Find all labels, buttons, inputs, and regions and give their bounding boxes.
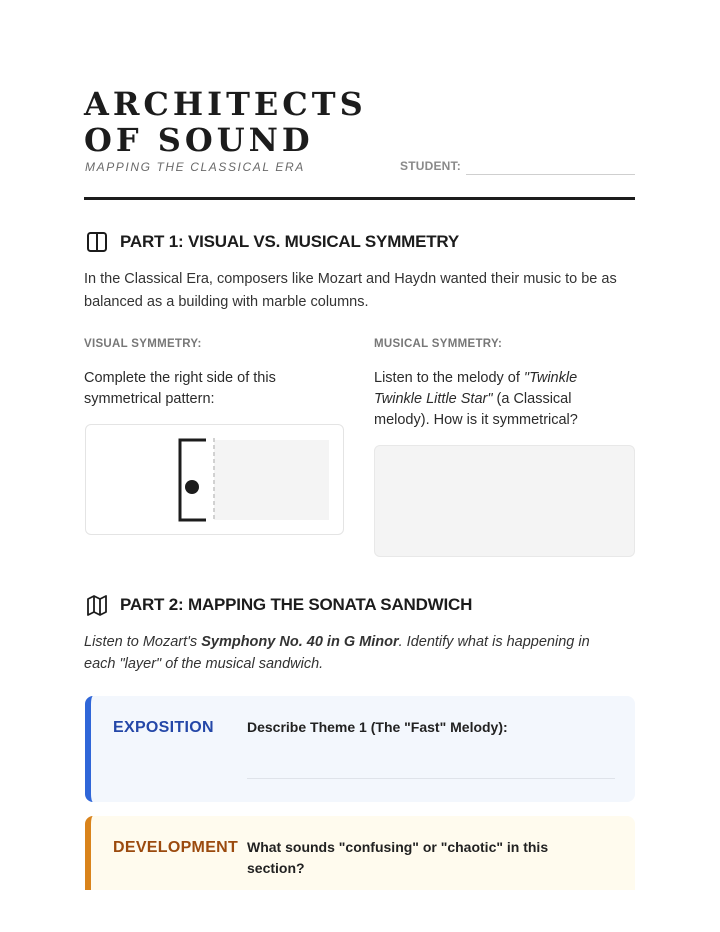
student-name-field[interactable] bbox=[466, 174, 635, 175]
symmetry-pattern-shape bbox=[170, 436, 222, 524]
development-label: DEVELOPMENT bbox=[113, 839, 239, 856]
part2-intro-tail: . Identify what is happening in each "layer" of the musical sandwich. bbox=[84, 634, 590, 672]
book-columns-icon bbox=[86, 231, 108, 253]
visual-symmetry-label: VISUAL SYMMETRY: bbox=[84, 338, 202, 350]
musical-symmetry-answer-box[interactable] bbox=[374, 445, 635, 557]
exposition-question: Describe Theme 1 (The "Fast" Melody): bbox=[247, 719, 508, 735]
student-label: STUDENT: bbox=[400, 159, 461, 173]
part1-heading-text: PART 1: VISUAL VS. MUSICAL SYMMETRY bbox=[120, 232, 460, 251]
visual-symmetry-prompt: Complete the right side of this symmetrical pattern: bbox=[84, 370, 276, 407]
page-title: ARCHITECTS OF SOUND bbox=[84, 85, 367, 159]
map-icon bbox=[86, 594, 108, 616]
development-question: What sounds "confusing" or "chaotic" in this section? bbox=[247, 839, 549, 876]
musical-symmetry-prompt bbox=[374, 368, 614, 431]
musical-symmetry-label: MUSICAL SYMMETRY: bbox=[374, 338, 503, 350]
part2-intro-lead: Listen to Mozart's bbox=[84, 634, 202, 650]
part2-intro bbox=[84, 631, 624, 675]
development-card bbox=[85, 816, 635, 890]
part1-heading bbox=[86, 231, 459, 253]
exposition-card bbox=[85, 696, 635, 802]
song-title: "Twinkle Twinkle Little Star" bbox=[374, 370, 578, 407]
symmetry-drawing-area[interactable] bbox=[214, 440, 329, 520]
page-subtitle: MAPPING THE CLASSICAL ERA bbox=[85, 160, 305, 174]
header-divider bbox=[84, 197, 635, 200]
part1-intro: In the Classical Era, composers like Mozart and Haydn wanted their music to be as balanced as a building with marble columns. bbox=[84, 271, 617, 310]
exposition-answer-line[interactable] bbox=[247, 778, 615, 779]
musical-prompt-tail: (a Classical melody). How is it symmetrical? bbox=[374, 391, 578, 428]
exposition-label: EXPOSITION bbox=[113, 719, 214, 736]
part2-heading-text: PART 2: MAPPING THE SONATA SANDWICH bbox=[120, 595, 473, 614]
symphony-title: Symphony No. 40 in G Minor bbox=[201, 634, 399, 650]
musical-prompt-lead: Listen to the melody of bbox=[374, 370, 524, 386]
part2-heading bbox=[86, 594, 472, 616]
